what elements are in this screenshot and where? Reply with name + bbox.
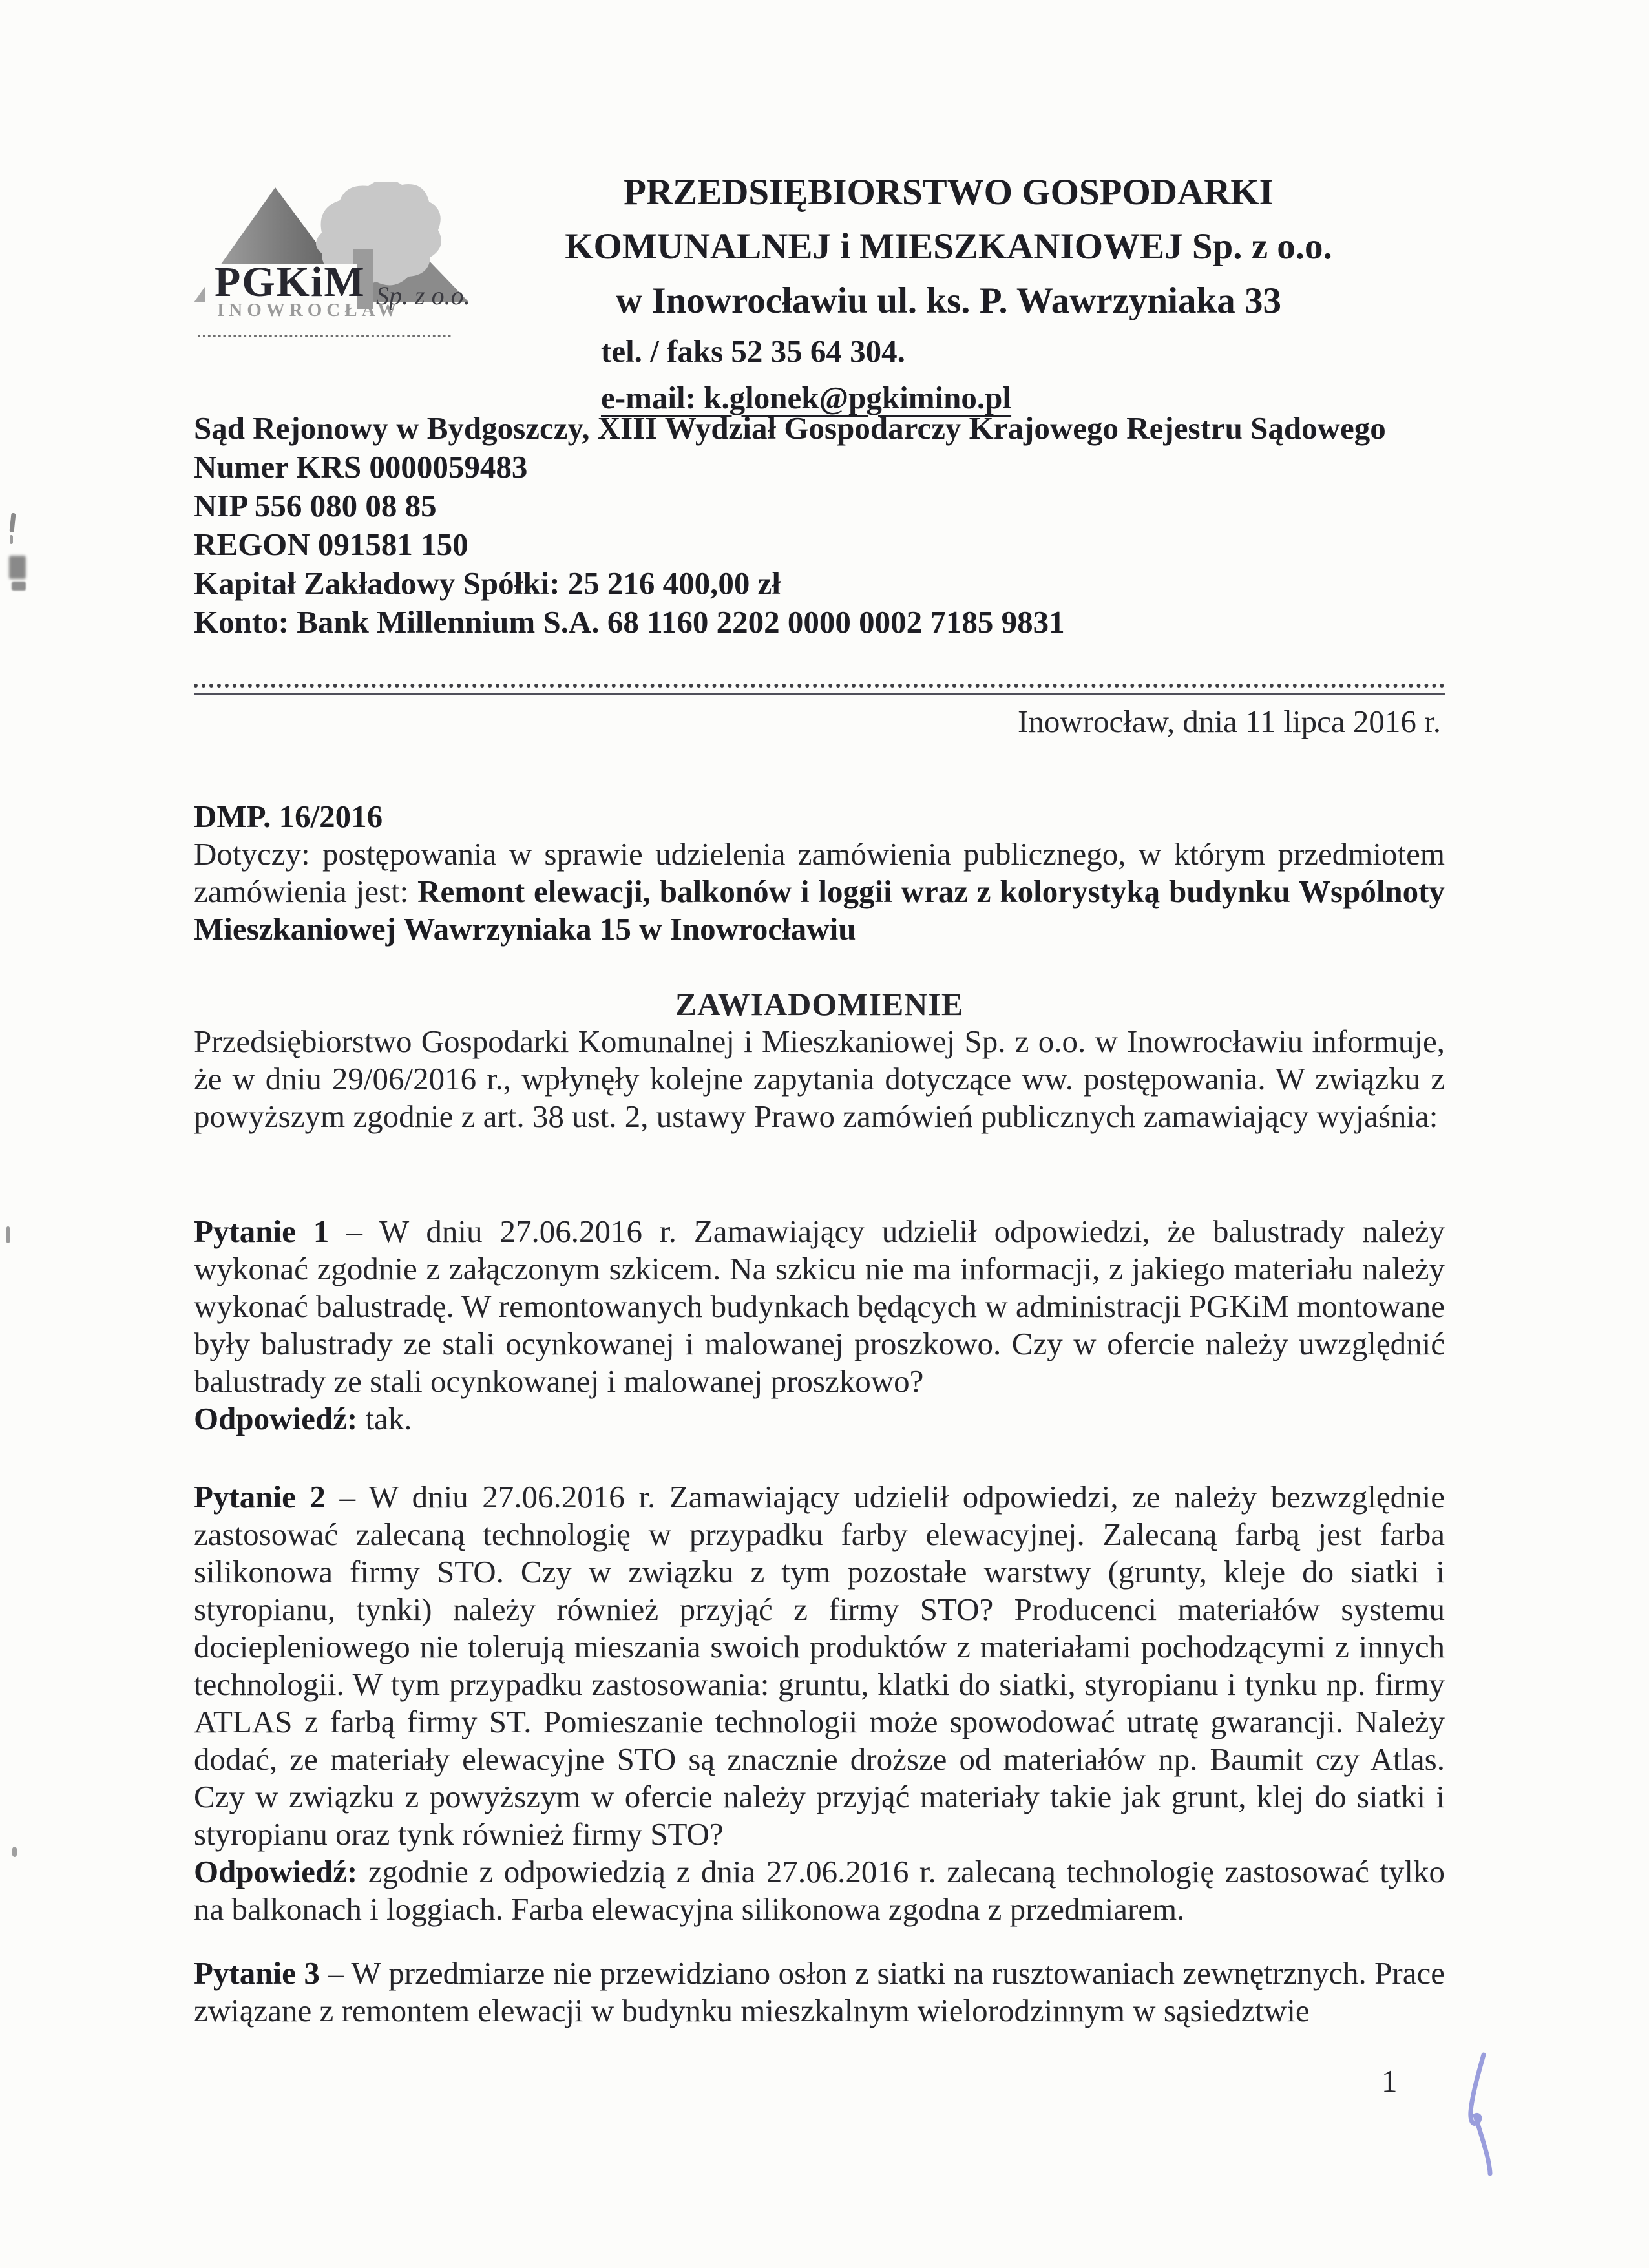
logo-suffix: Sp. z o.o. [376, 281, 470, 310]
scan-artifact [6, 1226, 10, 1243]
case-subject-prefix: Dotyczy: postępowania w sprawie udzielenia zamówienia publicznego, w którym przedmiotem zamówienia jest: [194, 836, 1445, 909]
registry-krs: Numer KRS 0000059483 [194, 449, 528, 485]
scan-artifact [9, 513, 16, 533]
notice-intro: Przedsiębiorstwo Gospodarki Komunalnej i Mieszkaniowej Sp. z o.o. w Inowrocławiu informuje, że w dniu 29/06/2016 r., wpłynęły kolejne zapytania dotyczące ww. postępowania. W związku z powyższym zgodnie z art. 38 ust. 2, ustawy Prawo zamówień publicznych zamawiający wyjaśnia: [194, 1024, 1445, 1134]
company-logo [193, 182, 474, 363]
question-3-text [194, 1955, 1445, 2030]
question-3-body: W przedmiarze nie przewidziano osłon z siatki na rusztowaniach zewnętrznych. Prace związane z remontem elewacji w budynku mieszkalnym wielorodzinnym w sąsiedztwie [194, 1955, 1445, 2028]
company-address: w Inowrocławiu ul. ks. P. Wawrzyniaka 33 [616, 280, 1281, 321]
solid-line [194, 693, 1445, 695]
answer-1-label: Odpowiedź: [194, 1401, 358, 1436]
answer-2 [194, 1853, 1445, 1928]
case-subject [194, 835, 1445, 948]
question-2-text [194, 1478, 1445, 1853]
registry-court: Sąd Rejonowy w Bydgoszczy, XIII Wydział Gospodarczy Krajowego Rejestru Sądowego [194, 410, 1386, 446]
answer-2-label: Odpowiedź: [194, 1854, 358, 1889]
registry-info [194, 409, 1454, 642]
handwritten-pen-mark-icon [1453, 2050, 1504, 2179]
registry-account: Konto: Bank Millennium S.A. 68 1160 2202 0000 0002 7185 9831 [194, 604, 1065, 640]
question-1-label: Pytanie 1 [194, 1213, 330, 1249]
scan-artifact [9, 556, 26, 579]
case-reference-block [194, 798, 1445, 948]
registry-capital: Kapitał Zakładowy Spółki: 25 216 400,00 zł [194, 565, 781, 601]
notice-title: ZAWIADOMIENIE [675, 986, 964, 1022]
scan-artifact [12, 582, 26, 591]
email-address: e-mail: k.glonek@pgkimino.pl [601, 380, 1012, 415]
logo-underline [198, 335, 451, 337]
dotted-line [194, 684, 1445, 688]
notice-block [194, 985, 1445, 1135]
phone-fax: tel. / faks 52 35 64 304. [601, 333, 905, 369]
question-3-dash: – [319, 1955, 352, 1991]
company-name-line1: PRZEDSIĘBIORSTWO GOSPODARKI [624, 172, 1274, 213]
letterhead [452, 165, 1445, 421]
answer-1 [194, 1400, 1445, 1438]
question-1-text [194, 1213, 1445, 1400]
scan-artifact [10, 535, 13, 544]
case-number: DMP. 16/2016 [194, 799, 383, 834]
question-2-label: Pytanie 2 [194, 1479, 326, 1515]
company-name-line2: KOMUNALNEJ i MIESZKANIOWEJ Sp. z o.o. [565, 226, 1332, 267]
registry-regon: REGON 091581 150 [194, 527, 468, 562]
scan-artifact [12, 1847, 17, 1857]
question-3-label: Pytanie 3 [194, 1955, 320, 1991]
answer-1-body: tak. [357, 1401, 412, 1436]
question-1-dash: – [329, 1213, 379, 1249]
case-subject-title: Remont elewacji, balkonów i loggii wraz z kolorystyką budynku Wspólnoty Mieszkaniowej Wawrzyniaka 15 w Inowrocławiu [194, 874, 1445, 947]
question-1-body: W dniu 27.06.2016 r. Zamawiający udzielił odpowiedzi, że balustrady należy wykonać zgodnie z załączonym szkicem. Na szkicu nie ma informacji, z jakiego materiału należy wykonać balustradę. W remontowanych budynkach będących w administracji PGKiM montowane były balustrady ze stali ocynkowanej i malowanej proszkowo. Czy w ofercie należy uwzględnić balustrady ze stali ocynkowanej i malowanej proszkowo? [194, 1213, 1445, 1399]
question-1-block [194, 1213, 1445, 1438]
logo-city: INOWROCŁAW [217, 300, 401, 320]
place-and-date: Inowrocław, dnia 11 lipca 2016 r. [1018, 704, 1441, 739]
question-2-block [194, 1478, 1445, 1928]
header-separator [194, 684, 1445, 695]
registry-nip: NIP 556 080 08 85 [194, 488, 437, 523]
logo-company-abbr: PGKiM [215, 258, 366, 306]
page-number: 1 [1381, 2063, 1398, 2099]
question-2-dash: – [325, 1479, 369, 1515]
question-3-block [194, 1955, 1445, 2030]
answer-2-body: zgodnie z odpowiedzią z dnia 27.06.2016 r. zalecaną technologię zastosować tylko na balkonach i loggiach. Farba elewacyjna silikonowa zgodna z przedmiarem. [194, 1854, 1445, 1927]
question-2-body: W dniu 27.06.2016 r. Zamawiający udzielił odpowiedzi, ze należy bezwzględnie zastosować zalecaną technologię w przypadku farby elewacyjnej. Zalecaną farbą jest farba silikonowa firmy STO. Czy w związku z tym pozostałe warstwy (grunty, kleje do siatki i styropianu, tynki) należy również przyjąć z firmy STO? Producenci materiałów systemu dociepleniowego nie tolerują mieszania swoich produktów z materiałami pochodzącymi z innych technologii. W tym przypadku zastosowania: gruntu, klatki do siatki, styropianu i tynku np. firmy ATLAS z farbą firmy ST. Pomieszanie technologii może spowodować utratę gwarancji. Należy dodać, ze materiały elewacyjne STO są znacznie droższe od materiałów np. Baumit czy Atlas. Czy w związku z powyższym w ofercie należy przyjąć materiały takie jak grunt, klej do siatki i styropianu oraz tynk również firmy STO? [194, 1479, 1445, 1852]
